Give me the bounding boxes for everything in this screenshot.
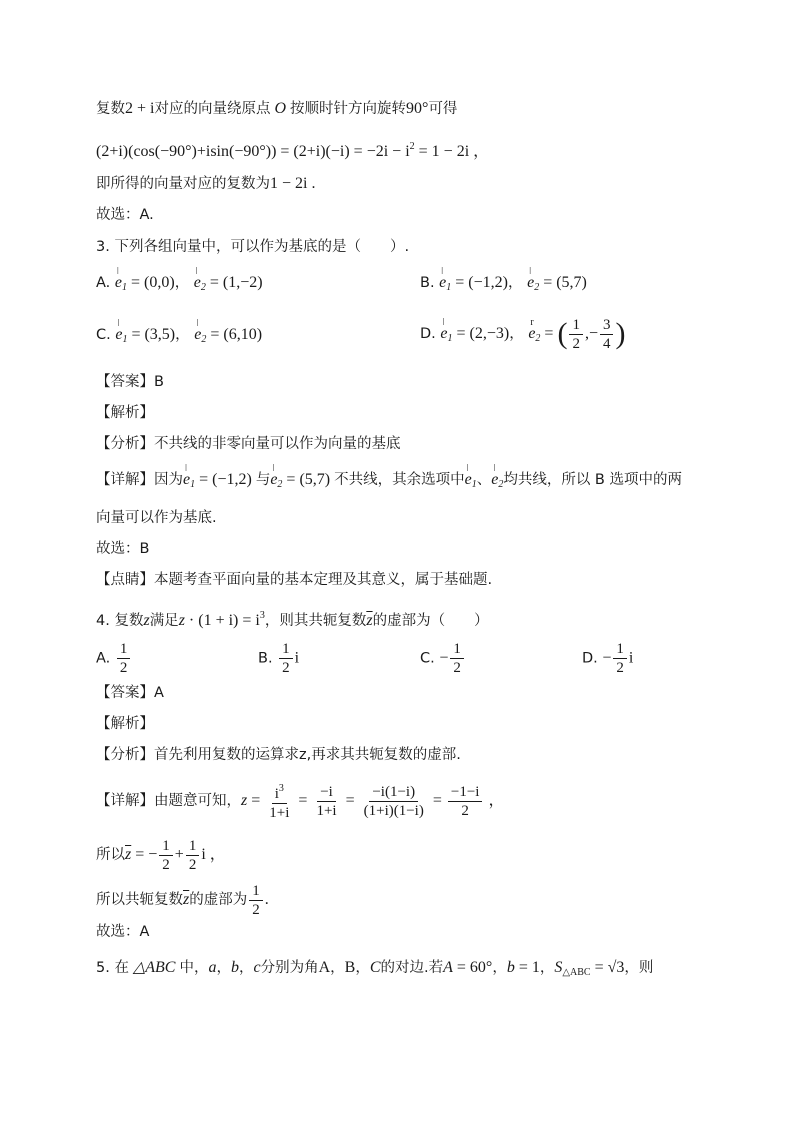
analysis-label: 【解析】: [96, 405, 154, 421]
question-3: 3. 下列各组向量中，可以作为基底的是（ ）.: [96, 239, 410, 255]
option-c: C. ǀ $e_1 = (3,5)$， ǀ $e_2 = (6,10)$: [96, 318, 263, 345]
choice-line: 故选：A.: [96, 207, 154, 223]
analysis-label: 【解析】: [96, 716, 154, 732]
option-d: D. − $\frac{1}{2}$ i: [582, 641, 634, 676]
text-line: 复数2 + i对应的向量绕原点 O 按顺时针方向旋转90°可得: [96, 100, 458, 117]
detail-line: 【详解】因为 ǀ $e_1 = (-1,2)$ 与 ǀ $e_2 = (5,7)$ 不共线，其余选项中 ǀ $e_1$、 ǀ $e_2$均共线，所以 B 选项中的两: [96, 463, 682, 490]
answer-label: 【答案】B: [96, 374, 164, 390]
analysis-text: 【分析】不共线的非零向量可以作为向量的基底: [96, 436, 401, 452]
detail-cont: 向量可以作为基底.: [96, 510, 217, 526]
option-a: A. $\frac{1}{2}$: [96, 640, 132, 677]
text-line: 即所得的向量对应的复数为1 − 2i .: [96, 175, 316, 192]
option-b: B. $\frac{1}{2}$ i: [258, 641, 300, 676]
detail-line: 所以$\overline{z}$ = − $\frac{1}{2}$ + $\frac{1}{2}$ i ，: [96, 837, 226, 873]
choice-line: 故选：A: [96, 924, 150, 940]
option-a: A. ǀ $e_1 = (0,0)$， ǀ $e_2 = (1,-2)$: [96, 266, 263, 293]
detail-line: 所以共轭复数$\overline{z}$的虚部为 $\frac{1}{2}$ .: [96, 882, 269, 918]
question-4: 4. 复数z满足$z \cdot (1 + i) = i^3$，则其共轭复数$\overline{z}$的虚部为（ ）: [96, 610, 489, 629]
math-line: $(2+i)(\cos(-90^\circ)+isin(-90^\circ)) = (2+i)(-i) = -2i - i^2 = 1 - 2i$ ，: [96, 141, 490, 160]
option-d: D. ǀ $e_1 = (2,-3)$， r $e_2$ = ( $\frac{1}{2}$ ,− $\frac{3}{4}$ ): [420, 316, 626, 352]
answer-label: 【答案】A: [96, 685, 164, 701]
analysis-text: 【分析】首先利用复数的运算求z,再求其共轭复数的虚部.: [96, 747, 461, 763]
option-b: B. ǀ $e_1 = (-1,2)$， ǀ $e_2 = (5,7)$: [420, 266, 587, 293]
option-c: C. − $\frac{1}{2}$: [420, 640, 466, 677]
comment-line: 【点睛】本题考查平面向量的基本定理及其意义，属于基础题.: [96, 572, 493, 588]
detail-line: 【详解】由题意可知，z = $\frac{i^3}{1+i}$ = $\frac{-i}{1+i}$ = $\frac{-i(1-i)}{(1+i)(1-i)}$ = $\frac{-1-i}{2}$ ，: [96, 779, 504, 823]
question-5: 5. 在 △ABC 中，a，b，c分别为角A，B，C的对边.若A = 60°，b = 1，$S_{\triangle ABC} = √3$，则: [96, 959, 654, 978]
choice-line: 故选：B: [96, 541, 150, 557]
